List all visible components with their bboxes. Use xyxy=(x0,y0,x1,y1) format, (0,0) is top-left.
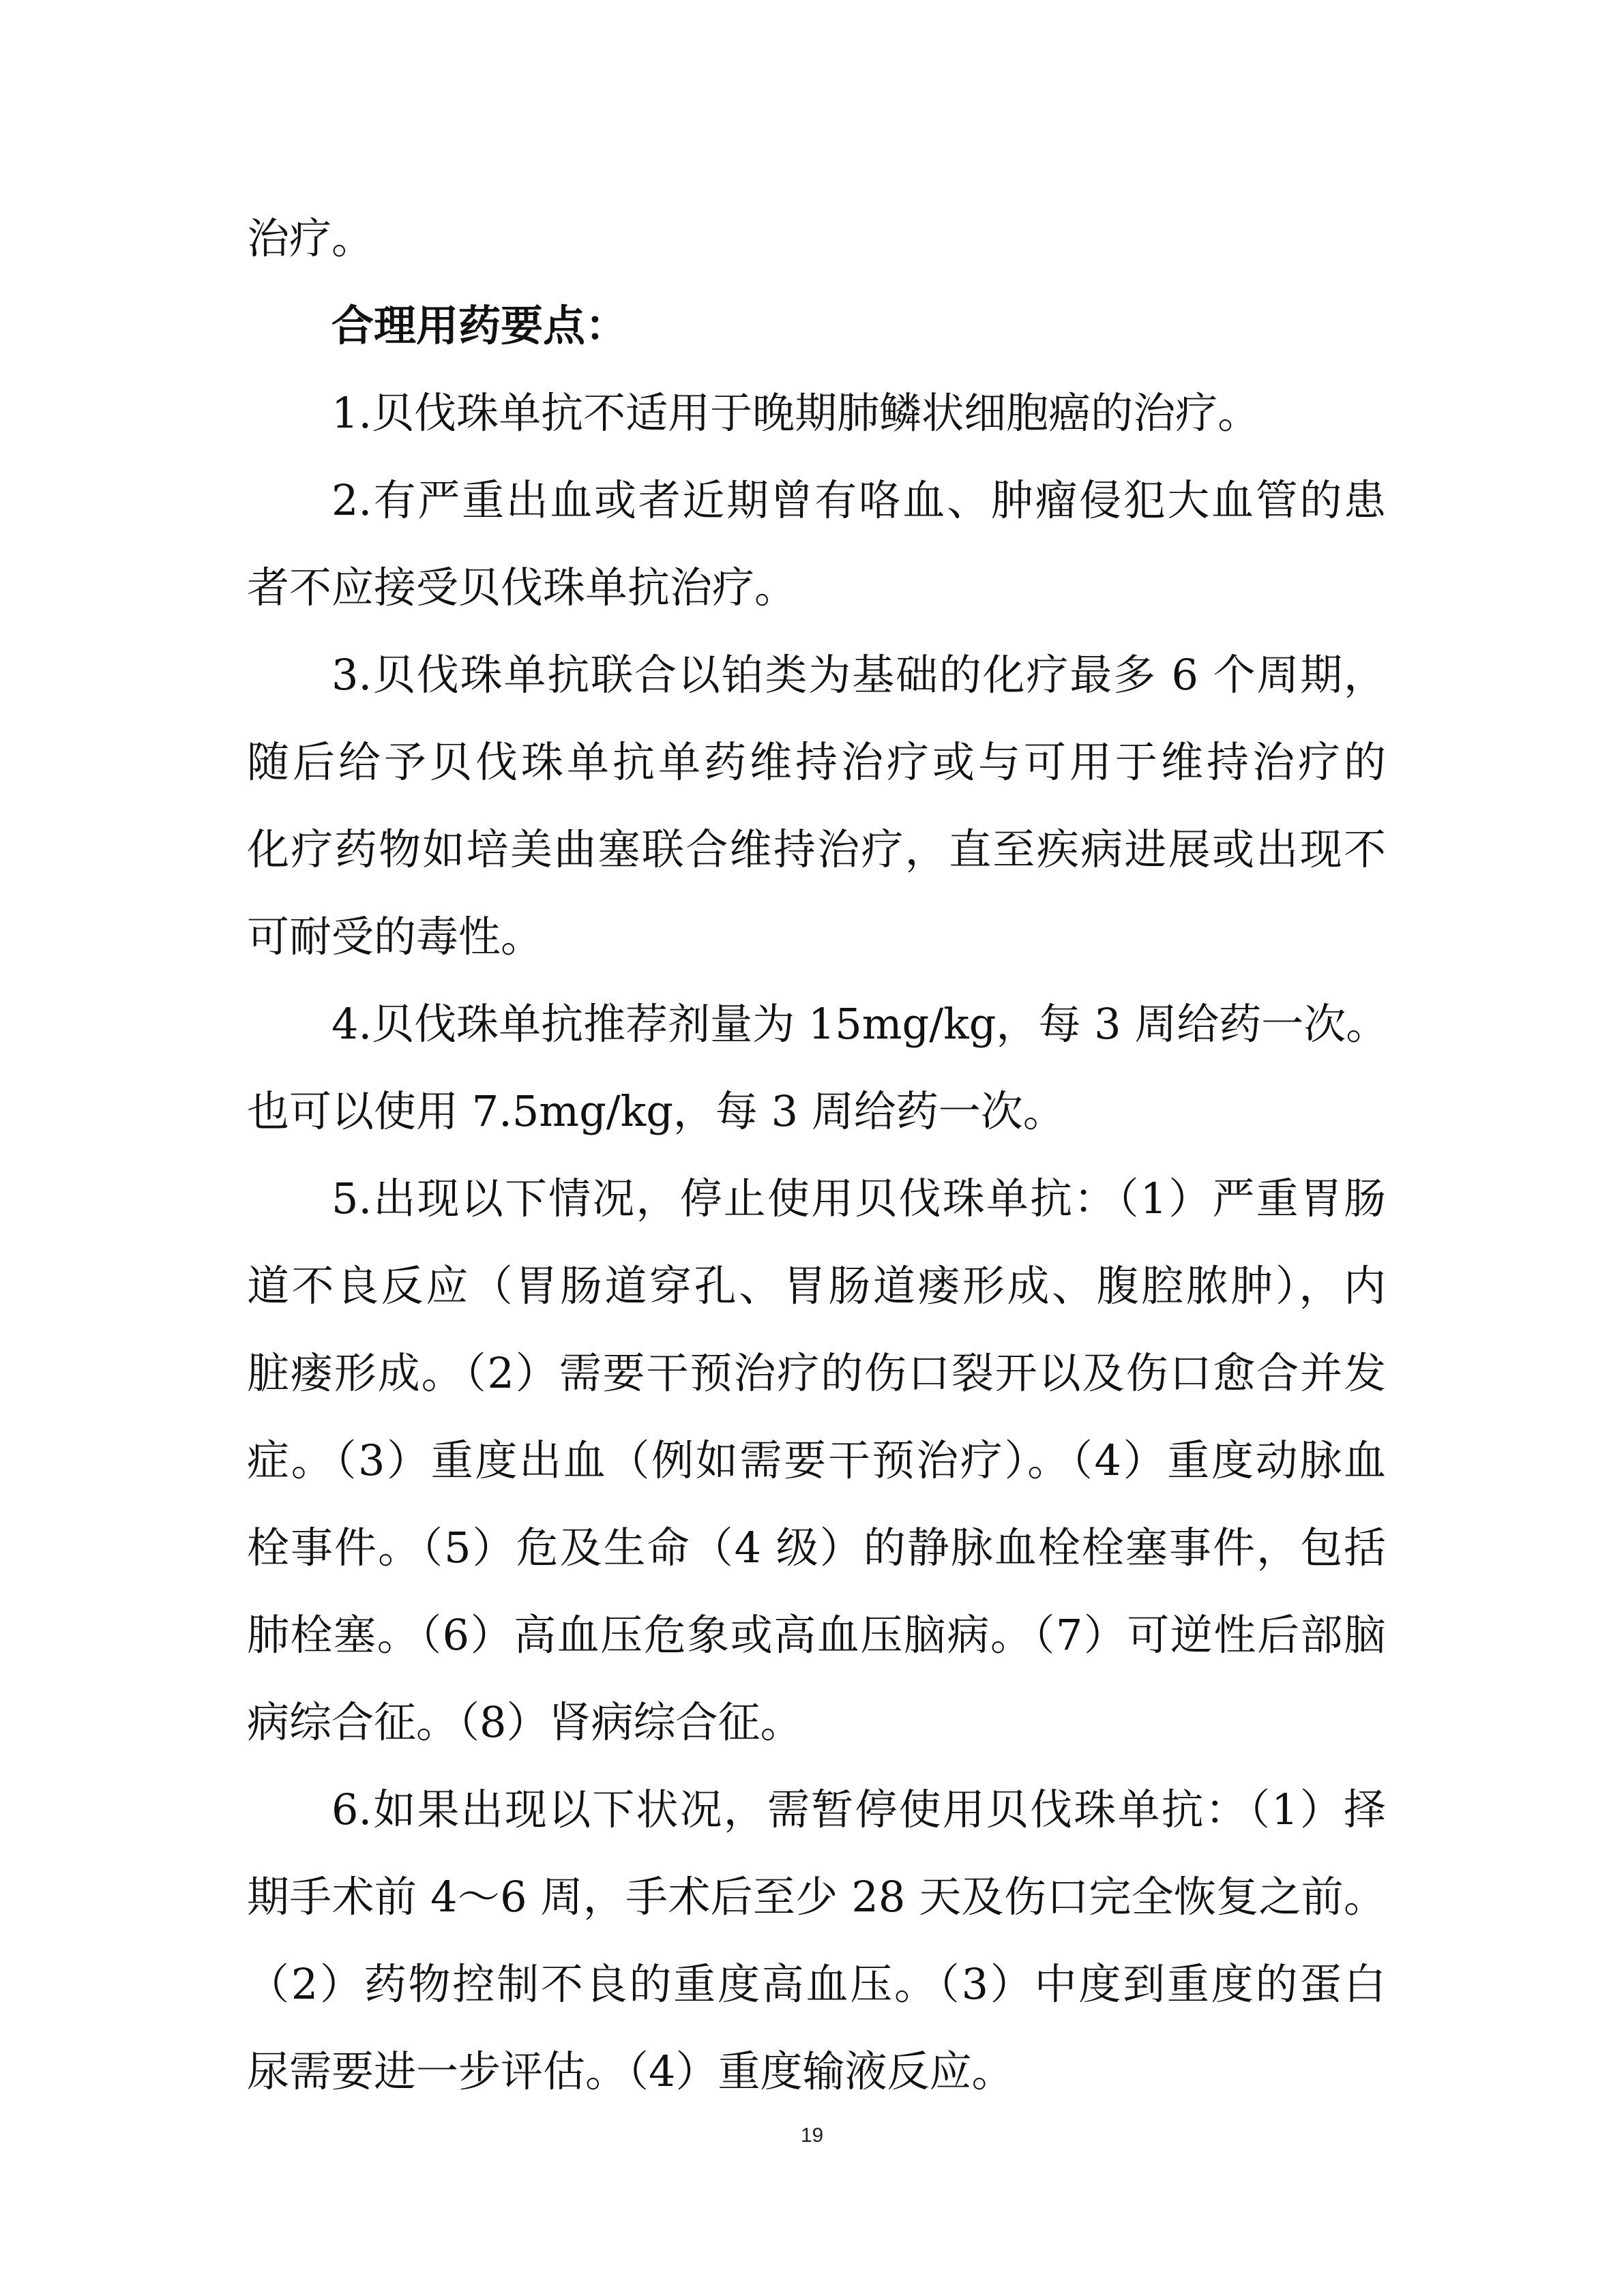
point-5-line-6: 肺栓塞。（6）高血压危象或高血压脑病。（7）可逆性后部脑 xyxy=(247,1610,1386,1660)
point-2-line-1: 2.有严重出血或者近期曾有咯血、肿瘤侵犯大血管的患 xyxy=(331,475,1386,525)
point-1-line-1: 1.贝伐珠单抗不适用于晚期肺鳞状细胞癌的治疗。 xyxy=(331,388,1260,438)
point-5-line-3: 脏瘘形成。（2）需要干预治疗的伤口裂开以及伤口愈合并发 xyxy=(247,1348,1386,1398)
point-3-line-3: 化疗药物如培美曲塞联合维持治疗，直至疾病进展或出现不 xyxy=(247,824,1386,874)
point-3-line-2: 随后给予贝伐珠单抗单药维持治疗或与可用于维持治疗的 xyxy=(247,737,1386,787)
point-5-line-2: 道不良反应（胃肠道穿孔、胃肠道瘘形成、腹腔脓肿），内 xyxy=(247,1261,1386,1311)
point-5-line-7: 病综合征。（8）肾病综合征。 xyxy=(247,1697,803,1747)
text-line-continuation: 治疗。 xyxy=(247,213,374,263)
point-5-line-4: 症。（3）重度出血（例如需要干预治疗）。（4）重度动脉血 xyxy=(247,1435,1386,1485)
point-3-line-1: 3.贝伐珠单抗联合以铂类为基础的化疗最多 6 个周期， xyxy=(331,650,1386,700)
point-3-line-4: 可耐受的毒性。 xyxy=(247,912,544,961)
point-6-line-4: 尿需要进一步评估。（4）重度输液反应。 xyxy=(247,2046,1014,2096)
point-4-line-1: 4.贝伐珠单抗推荐剂量为 15mg/kg，每 3 周给药一次。 xyxy=(331,999,1389,1049)
point-6-line-2: 期手术前 4～6 周，手术后至少 28 天及伤口完全恢复之前。 xyxy=(247,1872,1386,1922)
point-6-line-1: 6.如果出现以下状况，需暂停使用贝伐珠单抗：（1）择 xyxy=(331,1785,1386,1834)
point-4-line-2: 也可以使用 7.5mg/kg，每 3 周给药一次。 xyxy=(247,1086,1065,1136)
point-6-line-3: （2）药物控制不良的重度高血压。（3）中度到重度的蛋白 xyxy=(247,1959,1386,2009)
page-number: 19 xyxy=(800,2124,824,2147)
point-5-line-1: 5.出现以下情况，停止使用贝伐珠单抗：（1）严重胃肠 xyxy=(331,1174,1386,1223)
body-text xyxy=(247,195,1389,2115)
point-5-line-5: 栓事件。（5）危及生命（4 级）的静脉血栓栓塞事件，包括 xyxy=(247,1523,1386,1572)
point-2-line-2: 者不应接受贝伐珠单抗治疗。 xyxy=(247,563,797,612)
section-heading: 合理用药要点： xyxy=(331,301,628,351)
